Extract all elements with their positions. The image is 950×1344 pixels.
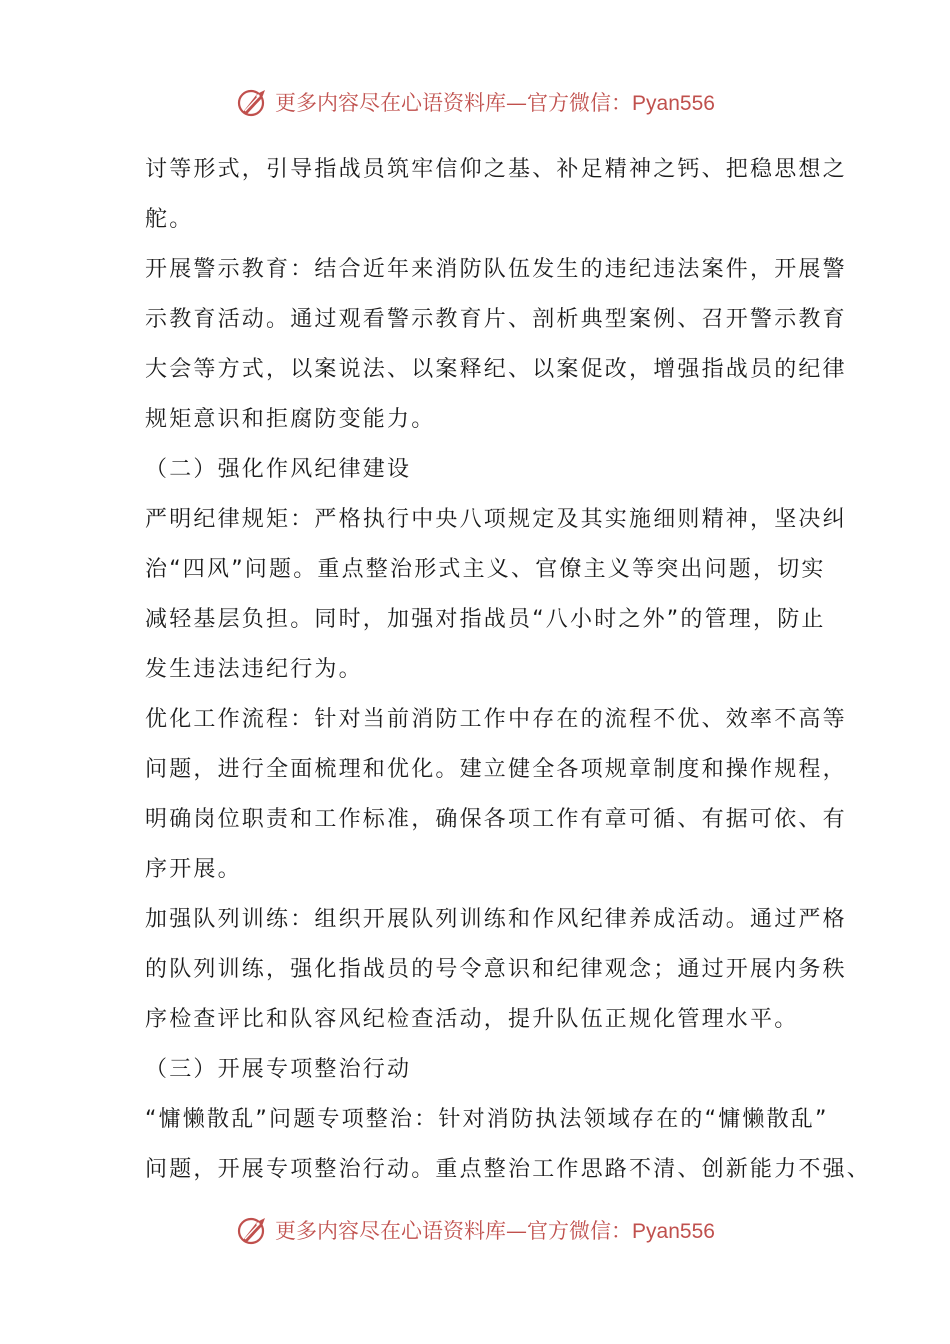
pen-nib-circle-icon	[235, 1212, 271, 1248]
watermark-text: 更多内容尽在心语资料库—官方微信：Pyan556	[275, 91, 715, 115]
text-line: 开展警示教育：结合近年来消防队伍发生的违纪违法案件，开展警	[145, 257, 847, 282]
text-line: 的队列训练，强化指战员的号令意识和纪律观念；通过开展内务秩	[145, 957, 847, 982]
text-line: 示教育活动。通过观看警示教育片、剖析典型案例、召开警示教育	[145, 307, 847, 332]
text-line: 序检查评比和队容风纪检查活动，提升队伍正规化管理水平。	[145, 1007, 799, 1032]
text-line: “慵懒散乱”问题专项整治：针对消防执法领域存在的“慵懒散乱”	[145, 1107, 829, 1132]
text-line: 发生违法违纪行为。	[145, 657, 363, 682]
watermark-text: 更多内容尽在心语资料库—官方微信：Pyan556	[275, 1219, 715, 1243]
text-line: 问题，开展专项整治行动。重点整治工作思路不清、创新能力不强、	[145, 1157, 872, 1182]
text-line: 序开展。	[145, 857, 242, 882]
header-watermark	[0, 82, 950, 122]
pen-nib-circle-icon	[235, 84, 271, 120]
section-heading: （三）开展专项整治行动	[145, 1057, 412, 1082]
section-heading: （二）强化作风纪律建设	[145, 457, 412, 482]
text-line: 规矩意识和拒腐防变能力。	[145, 407, 436, 432]
text-line: 减轻基层负担。同时，加强对指战员“八小时之外”的管理，防止	[145, 607, 826, 632]
text-line: 明确岗位职责和工作标准，确保各项工作有章可循、有据可依、有	[145, 807, 847, 832]
text-line: 严明纪律规矩：严格执行中央八项规定及其实施细则精神，坚决纠	[145, 507, 847, 532]
text-line: 加强队列训练：组织开展队列训练和作风纪律养成活动。通过严格	[145, 907, 847, 932]
text-line: 大会等方式，以案说法、以案释纪、以案促改，增强指战员的纪律	[145, 357, 847, 382]
text-line: 讨等形式，引导指战员筑牢信仰之基、补足精神之钙、把稳思想之	[145, 157, 847, 182]
text-line: 舵。	[145, 207, 194, 232]
document-body	[145, 145, 872, 1195]
text-line: 问题，进行全面梳理和优化。建立健全各项规章制度和操作规程，	[145, 757, 847, 782]
text-line: 治“四风”问题。重点整治形式主义、官僚主义等突出问题，切实	[145, 557, 826, 582]
footer-watermark	[0, 1210, 950, 1250]
text-line: 优化工作流程：针对当前消防工作中存在的流程不优、效率不高等	[145, 707, 847, 732]
